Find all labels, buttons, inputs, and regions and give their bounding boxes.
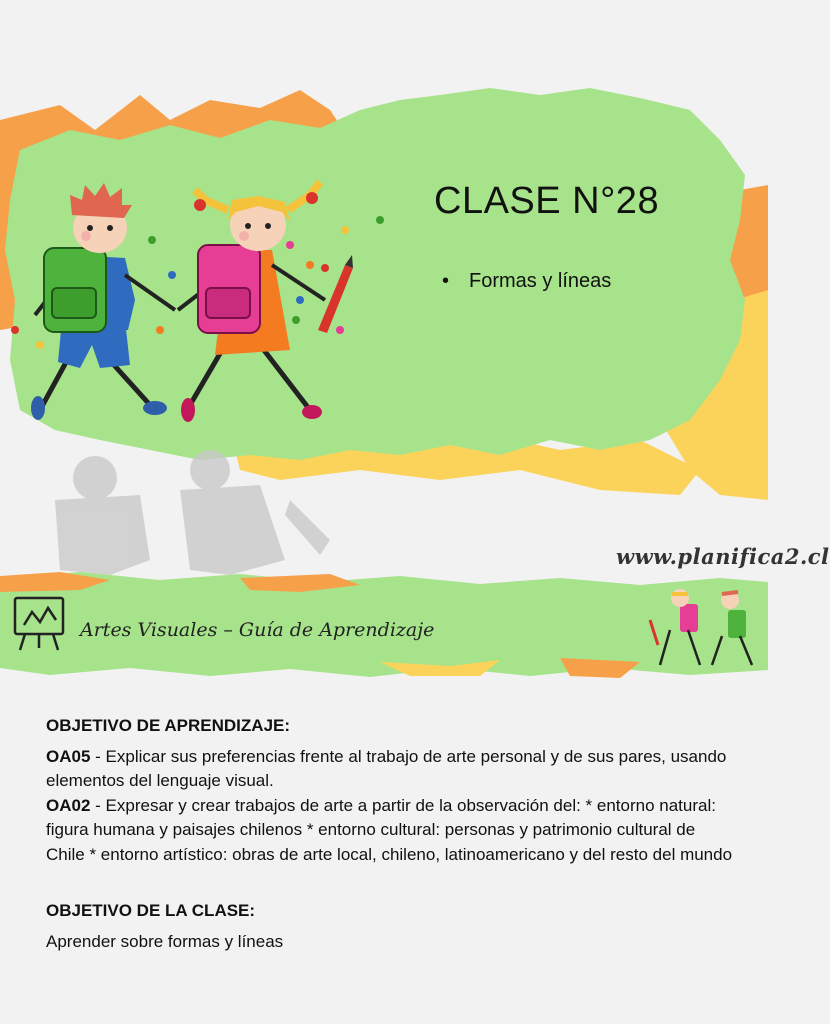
- class-title: CLASE N°28: [434, 180, 660, 222]
- topic-text: Formas y líneas: [469, 270, 612, 292]
- learning-objective-heading: OBJETIVO DE APRENDIZAJE:: [46, 716, 291, 735]
- guide-label: Artes Visuales – Guía de Aprendizaje: [80, 619, 435, 641]
- website-watermark: www.planifica2.cl: [616, 544, 830, 569]
- objective-item: [46, 745, 736, 794]
- objective-text: - Explicar sus preferencias frente al trabajo de arte personal y de sus pares, usando elementos del lenguaje visual.: [46, 746, 727, 790]
- topic-bullet: [442, 270, 611, 293]
- objectives-section: [46, 714, 736, 954]
- objective-code: OA05: [46, 746, 91, 766]
- class-objective-text: Aprender sobre formas y líneas: [46, 931, 284, 951]
- bullet-symbol: •: [442, 270, 450, 292]
- objective-item: [46, 794, 736, 868]
- objective-text: - Expresar y crear trabajos de arte a partir de la observación del: * entorno natural: figura humana y paisajes chilenos * entorno cultural: personas y patrimonio cultural de Chile * entorno artístico: obras de arte local, chileno, latinoamericano y del resto del mundo: [46, 795, 733, 864]
- class-objective-heading: OBJETIVO DE LA CLASE:: [46, 901, 256, 920]
- objective-code: OA02: [46, 795, 91, 815]
